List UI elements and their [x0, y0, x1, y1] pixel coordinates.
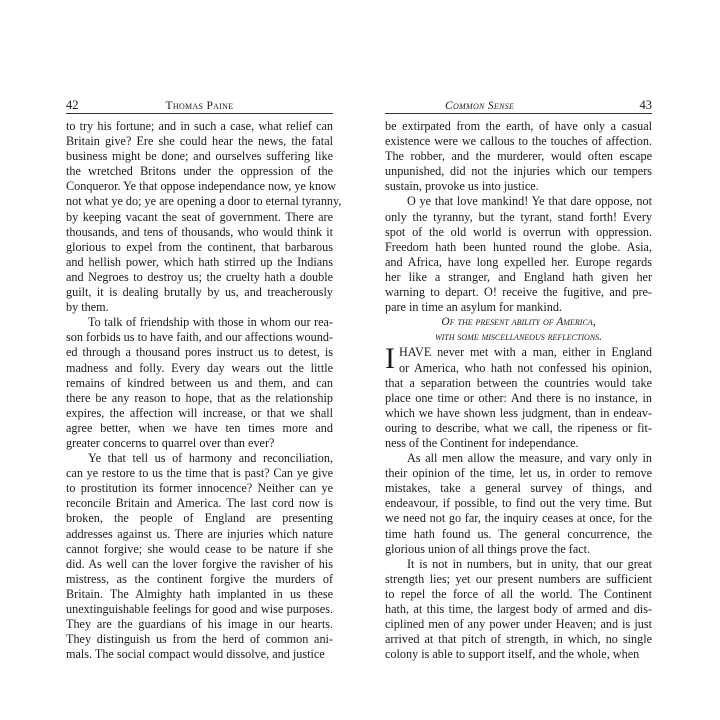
running-title: Thomas Paine — [165, 100, 234, 112]
text-line: can ye restore to us the time that is past? Can ye give — [66, 466, 333, 481]
text-line: ciplined men of any power under Heaven; and is just — [385, 617, 652, 632]
text-line: did. As well can the lover forgive the ravisher of his — [66, 556, 333, 571]
text-line: place one time or other: And there is no instance, in — [385, 390, 652, 405]
text-line: endeavour, if possible, to find out the very time. But — [385, 496, 652, 511]
text-line: son forbids us to have faith, and our affections wound- — [66, 330, 333, 345]
text-line: her like a stranger, and England hath given her — [385, 269, 652, 284]
text-line: As all men allow the measure, and vary only in — [407, 451, 652, 466]
text-line: guilt, it is dealing brutally by us, and treacherously — [66, 285, 333, 300]
text-line: cannot forgive; she would cease to be nature if she — [66, 541, 333, 556]
text-line: and Africa, have long expelled her. Europe regards — [385, 254, 652, 269]
text-line: and hellish power, which hath stirred up the Indians — [66, 254, 333, 269]
text-line: mistakes, take a general survey of things, and — [385, 481, 652, 496]
text-line: thousands, and tens of thousands, who would think it — [66, 224, 333, 239]
text-line: reconcile Britain and America. The last cord now is — [66, 496, 333, 511]
text-line: mistress, as the continent forgive the murders of — [66, 571, 333, 586]
text-line: expires, the affection will increase, or that we shall — [66, 405, 333, 420]
text-line: To talk of friendship with those in whom our rea- — [88, 315, 333, 330]
text-line: They distinguish us from the herd of common ani- — [66, 632, 333, 647]
text-line: ness of the Continent for independance. — [385, 435, 579, 450]
right-page-text — [385, 119, 652, 662]
text-line: that a separation between the countries would take — [385, 375, 652, 390]
text-line: business might be done; and ourselves suffering like — [66, 149, 333, 164]
text-line: unpunished, did not the injuries which our tempers — [385, 164, 652, 179]
text-line: unextinguishable feelings for good and wise purposes. — [66, 602, 333, 616]
text-line: madness and folly. Every day wears out the little — [66, 360, 333, 375]
text-line: Ye that tell us of harmony and reconciliation, — [88, 451, 333, 466]
text-line: or America, who hath not confessed his opinion, — [399, 360, 652, 375]
text-line: ouring to describe, what we call, the ripeness or fit- — [385, 420, 652, 435]
text-line: addresses against us. There are injuries which nature — [66, 526, 333, 541]
text-line: glorious union of all things prove the fact. — [385, 541, 591, 556]
text-line: only the tyranny, but the tyrant, stand forth! Every — [385, 209, 652, 224]
left-page-text — [66, 119, 342, 662]
text-line: mals. The social compact would dissolve, and justice — [66, 647, 325, 662]
text-line: there be any reason to hope, that as the relationship — [66, 390, 333, 405]
text-line: Freedom hath been hunted round the globe. Asia, — [385, 239, 652, 254]
text-line: existence were we callous to the touches of affection. — [385, 134, 652, 149]
text-line: agree better, when we have ten times more and — [66, 420, 333, 435]
text-line: hath, at this time, the largest body of armed and dis- — [385, 602, 652, 616]
text-line: to try his fortune; and in such a case, what relief can — [66, 119, 333, 133]
text-line: and Negroes to destroy us; the cruelty hath a double — [66, 269, 333, 284]
text-line: by them. — [66, 300, 109, 315]
text-line: colony is able to support itself, and the whole, when — [385, 647, 640, 662]
text-line: their opinion of the time, let us, in order to remove — [385, 466, 652, 481]
running-title: Common Sense — [445, 100, 515, 112]
right-page — [385, 96, 652, 662]
text-line: arrived at that pitch of strength, in which, no single — [385, 632, 652, 647]
right-page-header — [385, 96, 652, 114]
text-line: strength lies; yet our present numbers are sufficient — [385, 571, 652, 586]
text-line: sustain, provoke us into justice. — [385, 179, 539, 194]
text-line: the wretched Britons under the oppression of the — [66, 164, 333, 179]
text-line: pare in time an asylum for mankind. — [385, 300, 563, 315]
text-line: which we have shown less judgment, than in endeav- — [385, 405, 652, 420]
text-line: by keeping vacant the seat of government. There are — [66, 209, 333, 224]
text-line: I HAVE never met with a man, either in England — [385, 342, 652, 376]
text-line: O ye that love mankind! Ye that dare oppose, not — [407, 194, 652, 209]
text-line: Britain give? Ere she could hear the news, the fatal — [66, 134, 333, 149]
text-line: be extirpated from the earth, of have only a casual — [385, 119, 652, 133]
text-line: warning to depart. O! receive the fugitive, and pre- — [385, 285, 652, 300]
text-line: Britain. The Almighty hath implanted in us these — [66, 586, 333, 601]
text-line: glorious to expel from the continent, that barbarous — [66, 239, 333, 254]
text-line: They are the guardians of his image in our hearts. — [66, 617, 333, 632]
text-line: to prostitution its former innocence? Neither can ye — [66, 481, 333, 496]
page-number: 43 — [639, 98, 652, 112]
text-line: greater concerns to quarrel over than ever? — [66, 435, 275, 450]
text-line: spot of the old world is overrun with oppression. — [385, 224, 652, 239]
text-line: remains of kindred between us and them, and can — [66, 375, 333, 390]
text-line: It is not in numbers, but in unity, that our great — [407, 556, 652, 571]
left-page-header — [66, 96, 333, 114]
text-line: ed through a thousand pores instruct us to detest, is — [66, 345, 333, 360]
page-number: 42 — [66, 98, 79, 112]
text-line: we need not go far, the inquiry ceases at once, for the — [385, 511, 652, 526]
text-line: Conqueror. Ye that oppose independance now, ye know — [66, 179, 336, 194]
left-page — [66, 96, 342, 662]
text-line: The robber, and the murderer, would often escape — [385, 149, 652, 164]
text-line: broken, the people of England are presenting — [66, 511, 333, 526]
text-line: not what ye do; ye are opening a door to eternal tyranny, — [66, 194, 342, 209]
drop-cap: I — [385, 342, 395, 376]
text-line: time hath found us. The general concurrence, the — [385, 526, 652, 541]
section-subheading: with some miscellaneous reflections. — [434, 331, 603, 344]
text-line: to repel the force of all the world. The Continent — [385, 586, 652, 601]
section-heading: Of the present ability of America, — [441, 316, 596, 329]
